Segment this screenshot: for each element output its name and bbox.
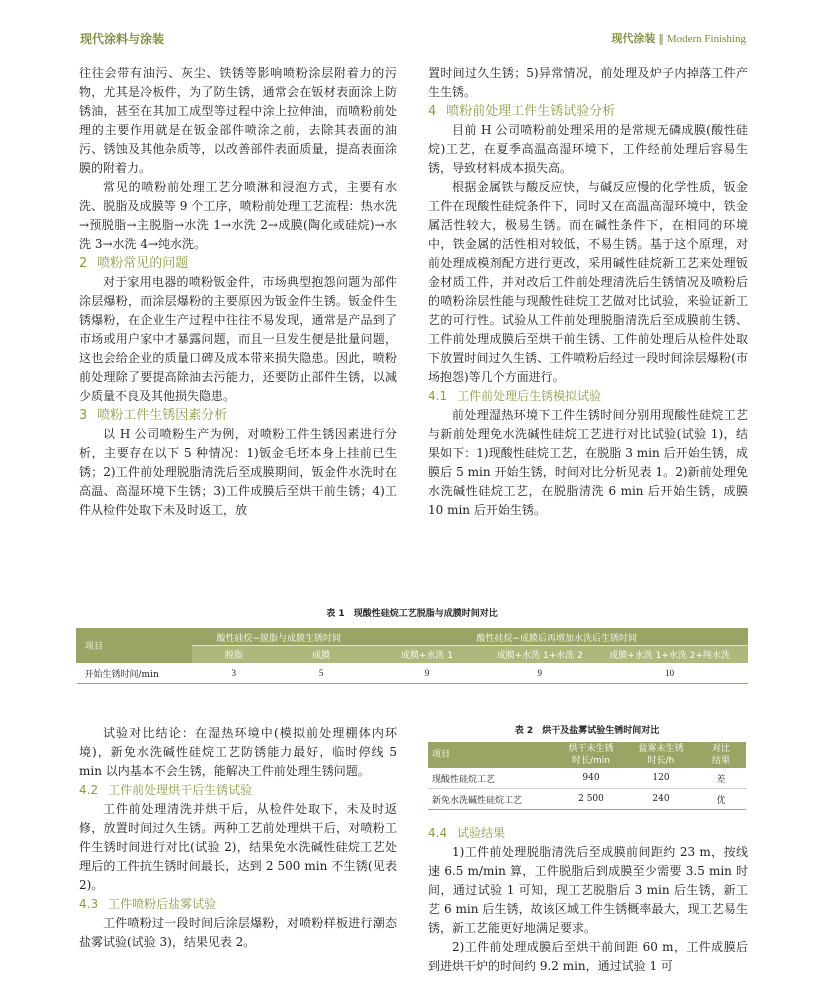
section-heading bbox=[79, 254, 397, 273]
section-number: 4.2 bbox=[79, 783, 99, 797]
paragraph: 目前 H 公司喷粉前处理采用的是常规无磷成膜(酸性硅烷)工艺，在夏季高温高湿环境下，工件经前处理后容易生锈，导致材料成本损失高。 bbox=[428, 123, 748, 175]
section-number: 3 bbox=[79, 408, 88, 423]
paragraph: 工件前处理清洗并烘干后，从检件处取下，未及时返修，放置时间过久生锈。两种工艺前处理烘干后，对喷粉工件生锈时间进行对比(试验 2)，结果免水洗碱性硅烷工艺处理后的工件抗生锈时间最长，达到 2 500 min 不生锈(见表 2)。 bbox=[79, 802, 397, 892]
table1-subheader: 成膜+水洗 1+水洗 2 bbox=[488, 646, 592, 663]
table2 bbox=[428, 742, 746, 810]
table2-title: 表 2 烘干及盐雾试验生锈时间对比 bbox=[514, 726, 660, 736]
table1 bbox=[76, 628, 748, 684]
table1-cell: 9 bbox=[488, 663, 592, 684]
paragraph: 常见的喷粉前处理工艺分喷淋和浸泡方式，主要有水洗、脱脂及成膜等 9 个工序，喷粉前处理工艺流程：热水洗→预脱脂→主脱脂→水洗 1→水洗 2→成膜(陶化或硅烷)→水洗 3→水洗 4→纯水洗。 bbox=[79, 180, 397, 251]
table2-header: 烘干未生锈 时长/min bbox=[556, 742, 626, 768]
table1-title: 表 1 现酸性硅烷工艺脱脂与成膜时间对比 bbox=[326, 609, 498, 619]
paragraph: 2)工件前处理成膜后至烘干前间距 60 m，工件成膜后到进烘干炉的时间约 9.2 min，通过试验 1 可 bbox=[428, 940, 748, 973]
table1-row-header: 项目 bbox=[77, 629, 192, 663]
section-number: 4 bbox=[428, 104, 437, 119]
table1-cell: 10 bbox=[592, 663, 748, 684]
table2-cell: 940 bbox=[556, 768, 626, 789]
paragraph: 1)工件前处理脱脂清洗后至成膜前间距约 23 m，按线速 6.5 m/min 算，工件脱脂后到成膜至少需要 3.5 min 时间，通过试验 1 可知，现工艺脱脂后 3 min 后生锈，新工艺 6 min 后生锈，故该区域工件生锈概率最大，现工艺易生锈，新工艺能更好地满足要求。 bbox=[428, 845, 748, 935]
paragraph: 以 H 公司喷粉生产为例，对喷粉工件生锈因素进行分析，主要存在以下 5 种情况：1)钣金毛坯本身上挂前已生锈；2)工件前处理脱脂清洗后至成膜期间，钣金件水洗时在高温、高湿环境下生锈；3)工件成膜后至烘干前生锈；4)工件从检件处取下未及时返工，放 bbox=[79, 427, 397, 517]
table1-cell: 9 bbox=[366, 663, 488, 684]
table2-cell: 2 500 bbox=[556, 789, 626, 810]
section-title: 喷粉前处理工件生锈试验分析 bbox=[446, 104, 616, 119]
table2-cell: 现酸性硅烷工艺 bbox=[428, 768, 556, 789]
left-column-top bbox=[79, 64, 397, 520]
section-heading bbox=[428, 387, 748, 406]
table-row bbox=[428, 789, 746, 810]
section-heading bbox=[428, 824, 748, 843]
right-column-bottom bbox=[428, 824, 748, 976]
section-title: 喷粉工件生锈因素分析 bbox=[97, 408, 228, 423]
table1-row-label: 开始生锈时间/min bbox=[77, 663, 192, 684]
paragraph: 根据金属铁与酸反应快，与碱反应慢的化学性质，钣金工件在现酸性硅烷条件下，同时又在高温高湿环境中，铁金属活性较大，极易生锈。而在碱性条件下，在相同的环境中，铁金属的活性相对较低，不易生锈。基于这个原理，对前处理成模剂配方进行更改，采用碱性硅烷新工艺来处理钣金材质工件，并对改后工件前处理清洗后生锈情况及喷粉后的喷粉涂层性能与现酸性硅烷工艺做对比试验，来验证新工艺的可行性。试验从工件前处理脱脂清洗后至成膜前生锈、工件前处理成膜后至烘干前生锈、工件前处理后从检件处取下放置时间过久生锈、工件喷粉后经过一段时间涂层爆粉(市场抱怨)等几个方面进行。 bbox=[428, 180, 748, 384]
table2-cell: 120 bbox=[626, 768, 696, 789]
section-heading bbox=[428, 102, 748, 121]
section-heading bbox=[79, 895, 397, 914]
table1-subheader: 脱脂 bbox=[191, 646, 276, 663]
journal-brand bbox=[611, 30, 746, 46]
header-separator: ‖ bbox=[658, 32, 664, 45]
table2-header: 盐雾未生锈 时长/h bbox=[626, 742, 696, 768]
section-number: 4.4 bbox=[428, 826, 448, 840]
paragraph: 工件喷粉过一段时间后涂层爆粉，对喷粉样板进行潮态盐雾试验(试验 3)，结果见表 2。 bbox=[79, 916, 397, 949]
paragraph: 置时间过久生锈；5)异常情况，前处理及炉子内掉落工件产生生锈。 bbox=[428, 66, 748, 99]
section-number: 4.1 bbox=[428, 389, 448, 403]
table1-group2-header: 酸性硅烷−成膜后再增加水洗后生锈时间 bbox=[366, 629, 747, 646]
brand-name: 现代涂装 bbox=[611, 32, 656, 45]
section-number: 2 bbox=[79, 256, 88, 271]
journal-title: 现代涂料与涂装 bbox=[80, 32, 165, 46]
paragraph: 前处理湿热环境下工件生锈时间分别用现酸性硅烷工艺与新前处理免水洗碱性硅烷工艺进行对比试验(试验 1)，结果如下：1)现酸性硅烷工艺，在脱脂 3 min 后开始生锈，成膜后 5 min 开始生锈，时间对比分析见表 1。2)新前处理免水洗碱性硅烷工艺，在脱脂清洗 6 min 后开始生锈，成膜 10 min 后开始生锈。 bbox=[428, 408, 748, 517]
table2-cell: 优 bbox=[696, 789, 746, 810]
table1-cell: 3 bbox=[191, 663, 276, 684]
table2-cell: 240 bbox=[626, 789, 696, 810]
right-column-top bbox=[428, 64, 748, 520]
section-title: 试验结果 bbox=[457, 826, 506, 840]
table1-group1-header: 酸性硅烷−脱脂与成膜生锈时间 bbox=[191, 629, 366, 646]
table2-cell: 新免水洗碱性硅烷工艺 bbox=[428, 789, 556, 810]
table2-cell: 差 bbox=[696, 768, 746, 789]
paragraph: 往往会带有油污、灰尘、铁锈等影响喷粉涂层附着力的污物，尤其是冷板件，为了防生锈，通常会在钣材表面涂上防锈油，甚至在其加工成型等过程中涂上拉伸油，而喷粉前处理的主要作用就是在钣金部件喷涂之前，去除其表面的油污、锈蚀及其他杂质等，以改善部件表面质量，提高表面涂膜的附着力。 bbox=[79, 66, 397, 175]
section-heading bbox=[79, 406, 397, 425]
brand-english: Modern Finishing bbox=[666, 33, 746, 45]
section-title: 工件喷粉后盐雾试验 bbox=[108, 897, 217, 911]
paragraph: 对于家用电器的喷粉钣金件，市场典型抱怨问题为部件涂层爆粉，而涂层爆粉的主要原因为钣金件生锈。钣金件生锈爆粉，在企业生产过程中往往不易发现，通常是产品到了市场或用户家中才暴露问题，而且一旦发生便是批量问题，这也会给企业的质量口碑及成本带来损失隐患。因此，喷粉前处理除了要提高除油去污能力，还要防止部件生锈，以减少质量不良及其他损失隐患。 bbox=[79, 275, 397, 403]
section-title: 工件前处理后生锈模拟试验 bbox=[457, 389, 602, 403]
table1-subheader: 成膜+水洗 1 bbox=[366, 646, 488, 663]
paragraph: 试验对比结论：在湿热环境中(模拟前处理棚体内环境)，新免水洗碱性硅烷工艺防锈能力最好，临时停线 5 min 以内基本不会生锈，能解决工件前处理生锈问题。 bbox=[79, 726, 397, 778]
table-row bbox=[77, 663, 748, 684]
section-title: 喷粉常见的问题 bbox=[97, 256, 189, 271]
table1-subheader: 成膜 bbox=[276, 646, 366, 663]
left-column-bottom bbox=[79, 724, 397, 952]
table1-subheader: 成膜+水洗 1+水洗 2+纯水洗 bbox=[592, 646, 748, 663]
table1-cell: 5 bbox=[276, 663, 366, 684]
table-row bbox=[428, 768, 746, 789]
table2-header: 对比 结果 bbox=[696, 742, 746, 768]
section-title: 工件前处理烘干后生锈试验 bbox=[108, 783, 253, 797]
section-heading bbox=[79, 781, 397, 800]
table2-header: 项目 bbox=[428, 742, 556, 768]
section-number: 4.3 bbox=[79, 897, 99, 911]
